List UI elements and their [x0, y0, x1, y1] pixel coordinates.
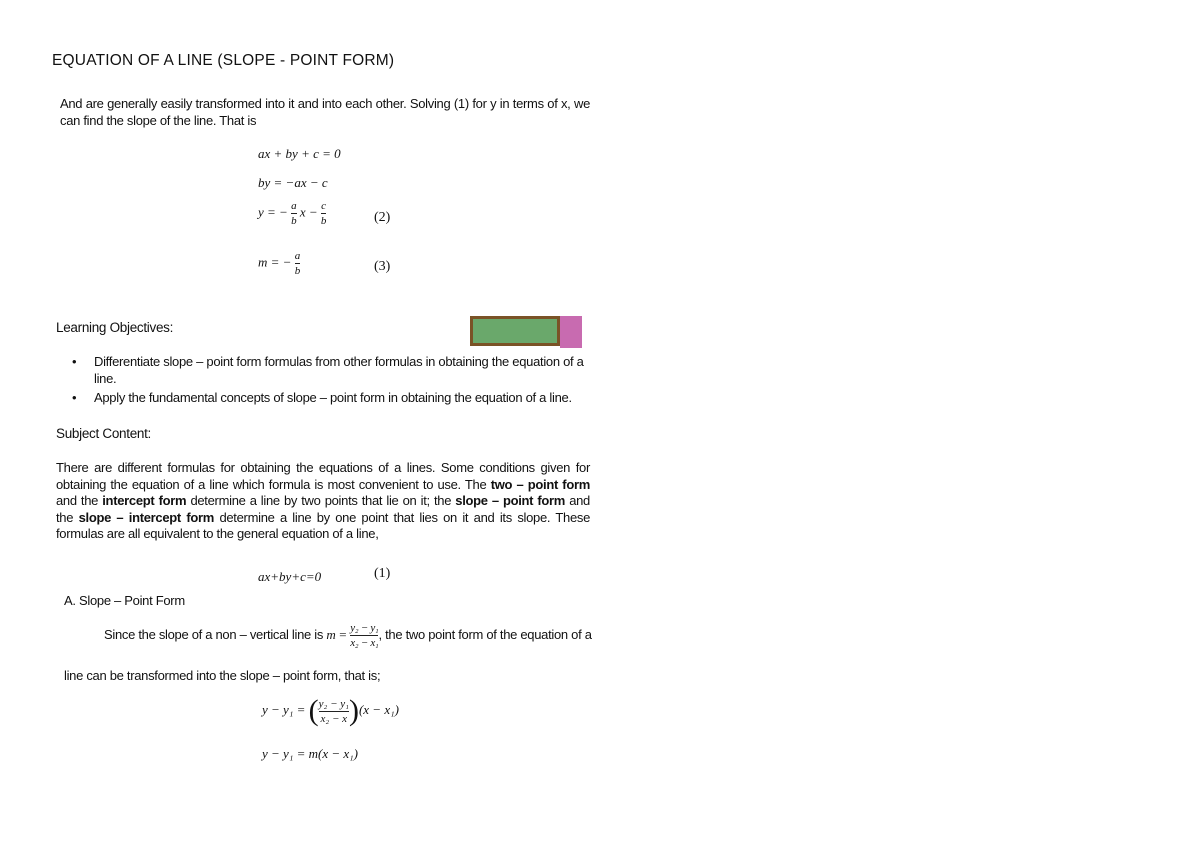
- slope-sentence: [104, 622, 592, 649]
- eq3-numerator-a: a: [291, 200, 297, 212]
- eq3-numerator-c: c: [321, 200, 327, 212]
- equation-number-2: (2): [374, 210, 391, 225]
- objective-text: Apply the fundamental concepts of slope – point form in obtaining the equation of a line.: [94, 390, 572, 405]
- slope-symbol: m =: [326, 626, 347, 642]
- fraction-bar: [295, 263, 301, 264]
- list-item: [72, 390, 592, 407]
- slope-denominator: x₂ − x₁: [350, 637, 379, 649]
- term-slope-intercept-form: slope – intercept form: [78, 509, 215, 525]
- text-run: determine a line by two points that lie on it; the: [186, 493, 456, 508]
- objective-text: Differentiate slope – point form formulas from other formulas in obtaining the equation of a line.: [94, 354, 584, 386]
- content-heading: Subject Content:: [56, 426, 152, 441]
- eq3-denominator-b: b: [291, 215, 297, 227]
- transform-sentence: line can be transformed into the slope – point form, that is;: [64, 668, 381, 683]
- objectives-heading: Learning Objectives:: [56, 320, 174, 335]
- fraction-bar: [321, 213, 327, 214]
- fraction-bar: [350, 635, 378, 636]
- eq3-mid: x −: [299, 204, 318, 220]
- section-a-heading: A. Slope – Point Form: [64, 593, 185, 608]
- content-paragraph: [56, 460, 590, 543]
- objectives-list: [72, 354, 592, 410]
- eq4-lhs: m = −: [258, 254, 292, 270]
- text-run: There are different formulas for obtaining the equations of a lines. Some conditions given for obtaining the equation of a line which formula is most convenient to use. The: [56, 460, 590, 492]
- text-run: and the: [56, 493, 103, 508]
- slope-fraction: [350, 622, 378, 649]
- equation-general: ax + by + c = 0: [258, 146, 341, 161]
- slope-numerator: y₂ − y₁: [350, 622, 379, 634]
- equation-y-slope: [258, 200, 326, 240]
- eq4-numerator-a: a: [294, 250, 301, 262]
- bullet-icon: •: [72, 354, 77, 369]
- term-slope-point-form: slope – point form: [455, 493, 566, 508]
- fraction-bar: [291, 213, 297, 214]
- formula-two-point: [262, 694, 399, 728]
- equation-m: [258, 250, 300, 290]
- text-run: , the two point form of the equation of a: [378, 626, 592, 642]
- formula-rhs: (x − x₁): [358, 701, 399, 717]
- intro-paragraph: And are generally easily transformed into it and into each other. Solving (1) for y in terms of x, we can find the slope of the line. That is: [60, 96, 590, 128]
- term-intercept-form: intercept form: [102, 493, 187, 508]
- text-run: determine a line by one point that lies on it and its slope. These formulas are all equivalent to the general equation of a line,: [56, 509, 591, 541]
- chalkboard-image: [470, 316, 560, 346]
- general-equation: ax+by+c=0: [258, 569, 322, 584]
- list-item: [72, 354, 592, 387]
- equation-by: by = −ax − c: [258, 175, 328, 190]
- text-run: and the: [56, 493, 590, 525]
- page-title: EQUATION OF A LINE (SLOPE - POINT FORM): [52, 52, 395, 69]
- eq4-denominator-b: b: [294, 265, 301, 277]
- fraction-c-over-b: [321, 200, 327, 227]
- fraction-a-over-b-m: [295, 250, 301, 277]
- paren-close: ): [348, 694, 359, 727]
- eq3-denominator-b2: b: [320, 215, 327, 227]
- formula-numerator: y₂ − y₁: [318, 697, 349, 710]
- eq3-lhs: y = −: [258, 204, 288, 220]
- equation-number-3: (3): [374, 259, 391, 274]
- text-run: Since the slope of a non – vertical line is: [104, 626, 327, 642]
- formula-lhs: y − y₁ =: [262, 701, 306, 717]
- fraction-bar: [319, 711, 349, 712]
- term-two-point-form: two – point form: [490, 476, 590, 492]
- figure-image: [560, 316, 582, 348]
- formula-slope-point: y − y₁ = m(x − x₁): [262, 746, 358, 761]
- bullet-icon: •: [72, 390, 77, 405]
- fraction-a-over-b: [291, 200, 297, 227]
- equation-number-1: (1): [374, 566, 391, 581]
- formula-denominator: x₂ − x: [320, 712, 348, 725]
- paren-open: (: [308, 694, 319, 727]
- formula-fraction: [319, 698, 349, 725]
